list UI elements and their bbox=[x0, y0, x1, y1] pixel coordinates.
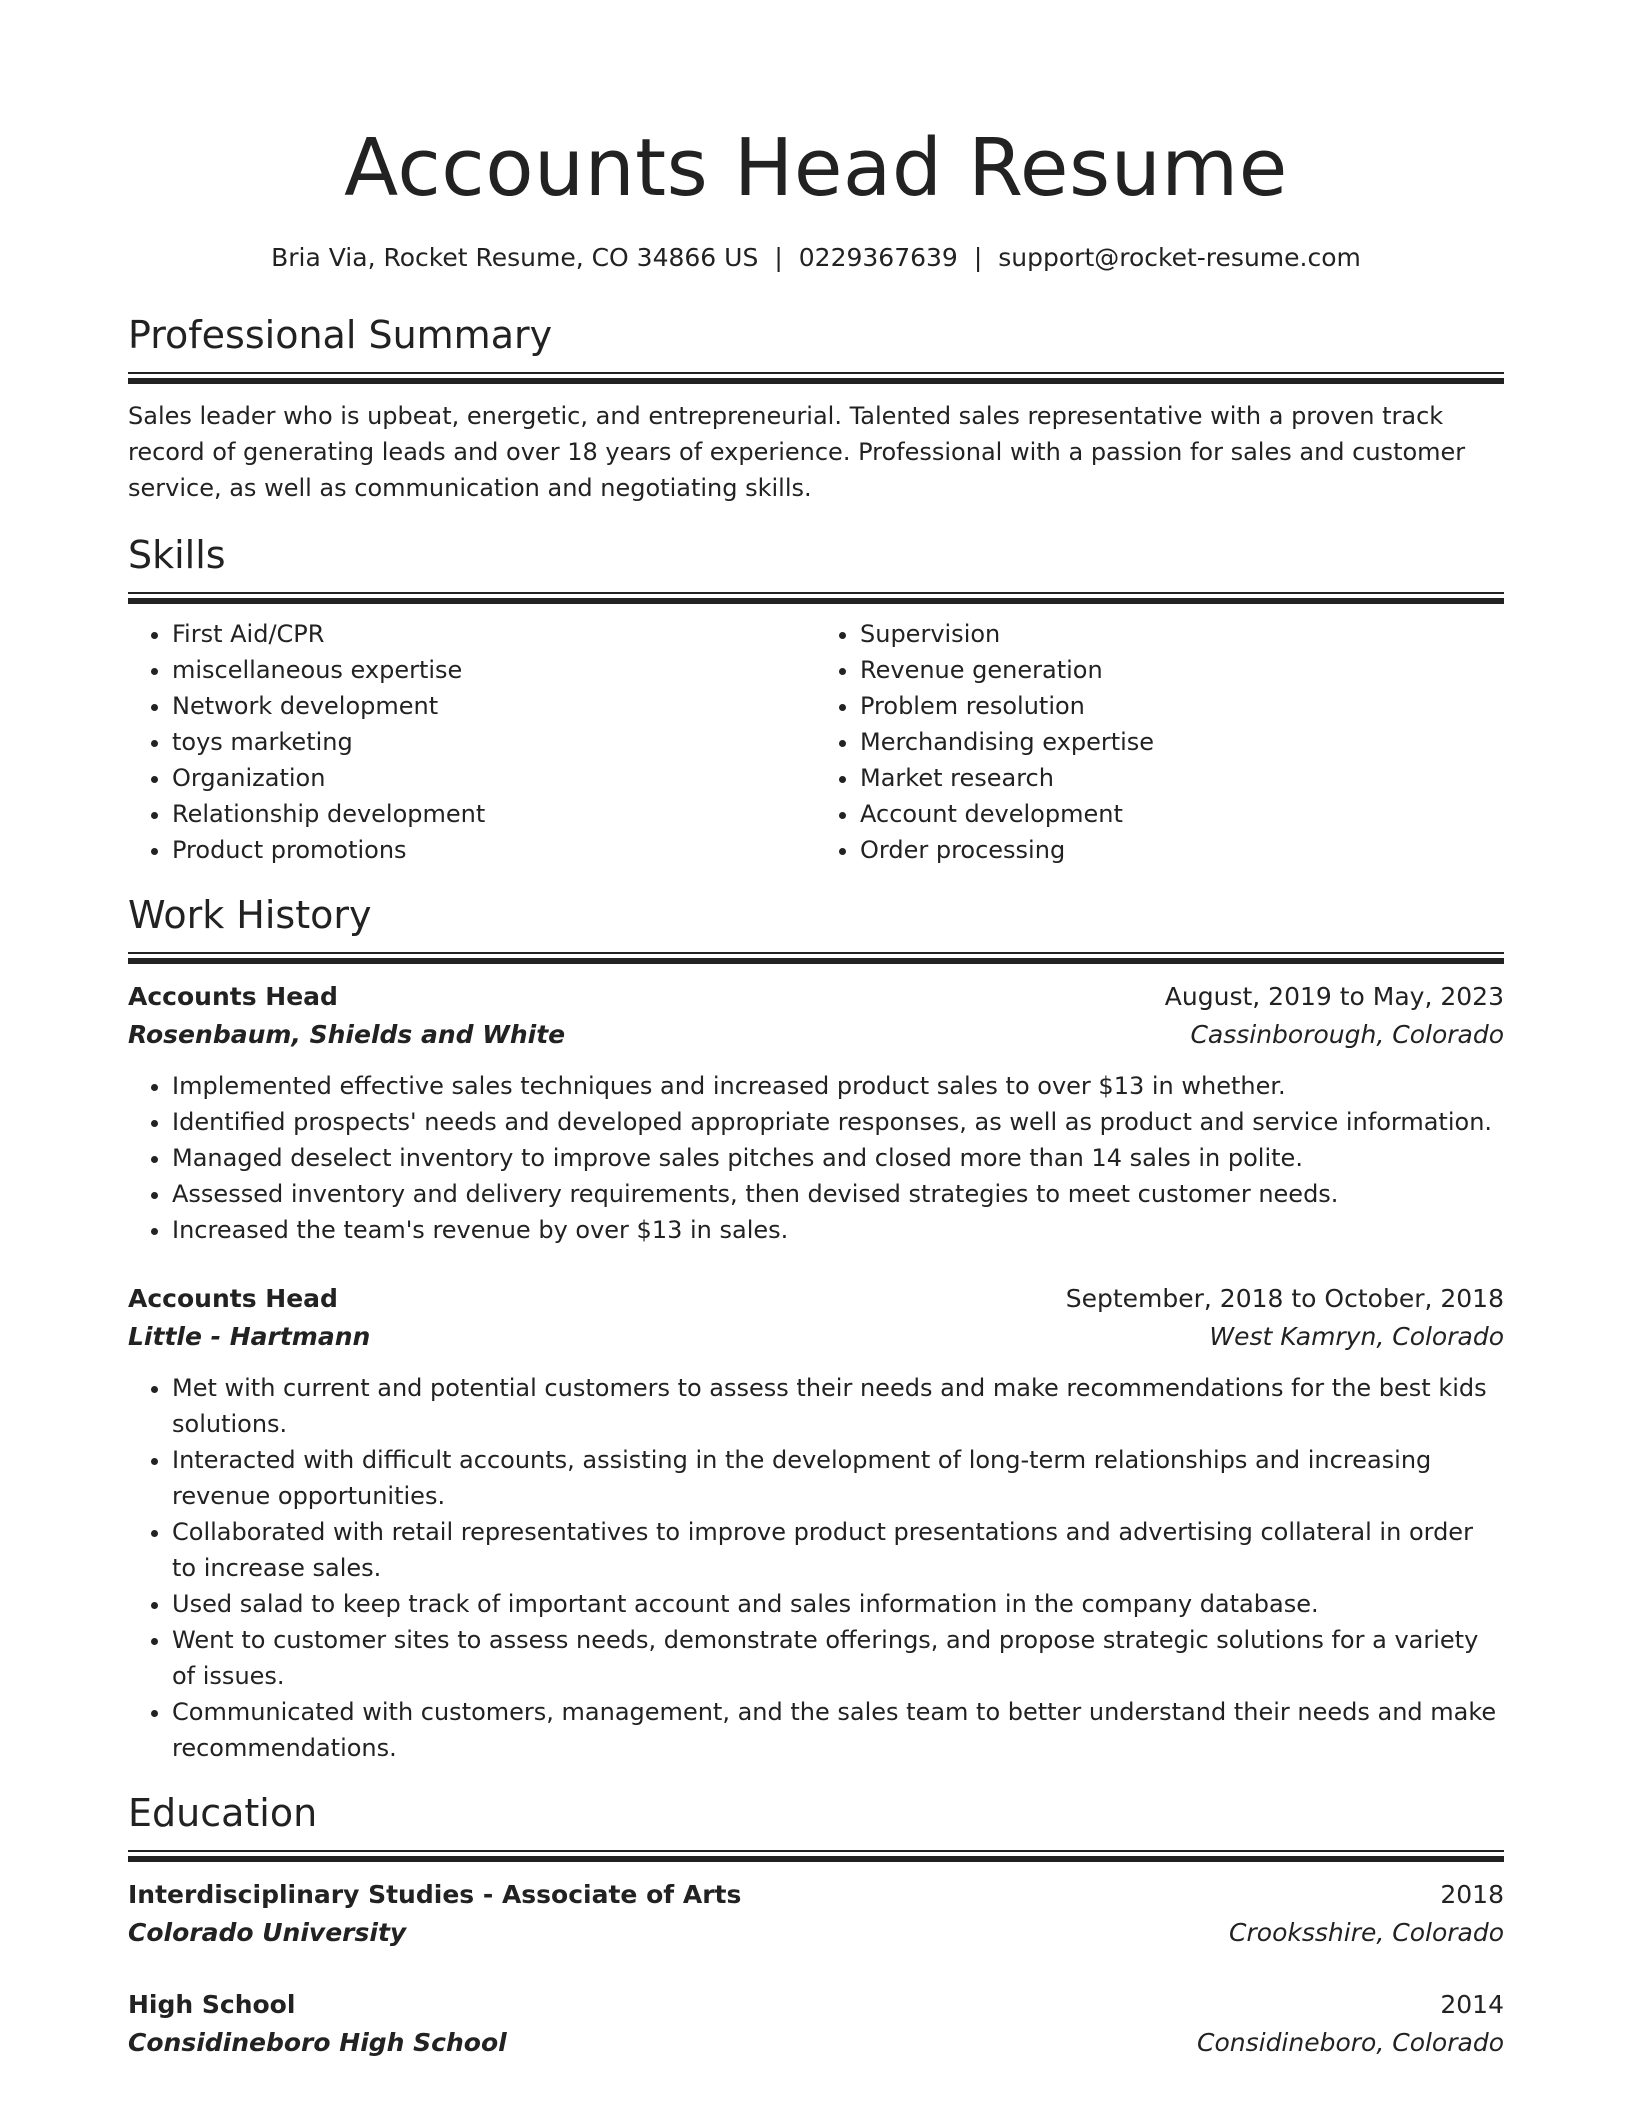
section-divider bbox=[128, 1850, 1504, 1862]
skill-item: • Account development bbox=[860, 796, 1504, 832]
resume-title: Accounts Head Resume bbox=[344, 122, 1288, 214]
skill-item: • Revenue generation bbox=[860, 652, 1504, 688]
job-bullet: • Increased the team's revenue by over $13 in sales. bbox=[172, 1212, 1504, 1248]
education-degree: Interdisciplinary Studies - Associate of Arts bbox=[128, 1880, 742, 1909]
education-year: 2018 bbox=[1440, 1880, 1504, 1909]
contact-email[interactable]: support@rocket-resume.com bbox=[998, 243, 1361, 272]
job-title: Accounts Head bbox=[128, 1284, 338, 1313]
summary-text: Sales leader who is upbeat, energetic, and entrepreneurial. Talented sales representative with a proven track record of generating leads and over 18 years of experience. Professional with a passion for sales and customer service, as well as communication and negotiating skills. bbox=[128, 402, 1466, 502]
education-subheader bbox=[128, 1914, 1504, 1952]
skills-list-right bbox=[816, 616, 1504, 868]
job-location: Cassinborough, Colorado bbox=[1190, 1020, 1504, 1049]
contact-address: Bria Via, Rocket Resume, CO 34866 US bbox=[271, 243, 759, 272]
skill-item: • First Aid/CPR bbox=[172, 616, 816, 652]
contact-separator: | bbox=[973, 243, 983, 272]
job-bullet: • Communicated with customers, management, and the sales team to better understand their needs and make recommendations. bbox=[172, 1694, 1504, 1766]
skill-item: • Merchandising expertise bbox=[860, 724, 1504, 760]
skill-item: • Problem resolution bbox=[860, 688, 1504, 724]
summary-section bbox=[128, 310, 1504, 506]
skills-section bbox=[128, 530, 1504, 868]
skills-list-left bbox=[128, 616, 816, 868]
job-header bbox=[128, 978, 1504, 1016]
job-bullet: • Implemented effective sales techniques and increased product sales to over $13 in whether. bbox=[172, 1068, 1504, 1104]
job-entry bbox=[128, 978, 1504, 1248]
job-bullet: • Interacted with difficult accounts, assisting in the development of long-term relationships and increasing revenue opportunities. bbox=[172, 1442, 1504, 1514]
job-subheader bbox=[128, 1016, 1504, 1054]
job-bullet: • Managed deselect inventory to improve sales pitches and closed more than 14 sales in polite. bbox=[172, 1140, 1504, 1176]
skill-item: • Supervision bbox=[860, 616, 1504, 652]
education-entry bbox=[128, 1986, 1504, 2062]
contact-line bbox=[128, 240, 1504, 276]
job-bullet: • Went to customer sites to assess needs, demonstrate offerings, and propose strategic solutions for a variety of issues. bbox=[172, 1622, 1504, 1694]
job-header bbox=[128, 1280, 1504, 1318]
job-title: Accounts Head bbox=[128, 982, 338, 1011]
contact-separator: | bbox=[774, 243, 783, 272]
education-header bbox=[128, 1876, 1504, 1914]
education-school: Colorado University bbox=[128, 1918, 407, 1947]
job-bullet: • Used salad to keep track of important account and sales information in the company database. bbox=[172, 1586, 1504, 1622]
skill-item: • Order processing bbox=[860, 832, 1504, 868]
summary-heading: Professional Summary bbox=[128, 313, 553, 357]
job-bullet: • Assessed inventory and delivery requirements, then devised strategies to meet customer needs. bbox=[172, 1176, 1504, 1212]
education-section bbox=[128, 1788, 1504, 2062]
job-subheader bbox=[128, 1318, 1504, 1356]
skill-item: • Market research bbox=[860, 760, 1504, 796]
job-bullet: • Identified prospects' needs and developed appropriate responses, as well as product and service information. bbox=[172, 1104, 1504, 1140]
job-entry bbox=[128, 1280, 1504, 1766]
education-location: Crooksshire, Colorado bbox=[1229, 1918, 1504, 1947]
job-employer: Rosenbaum, Shields and White bbox=[128, 1020, 566, 1049]
job-location: West Kamryn, Colorado bbox=[1209, 1322, 1504, 1351]
education-header bbox=[128, 1986, 1504, 2024]
job-dates: August, 2019 to May, 2023 bbox=[1164, 982, 1504, 1011]
education-degree: High School bbox=[128, 1990, 296, 2019]
section-divider bbox=[128, 372, 1504, 384]
contact-phone: 0229367639 bbox=[798, 243, 958, 272]
skill-item: • Product promotions bbox=[172, 832, 816, 868]
education-location: Considineboro, Colorado bbox=[1197, 2028, 1504, 2057]
job-bullets bbox=[128, 1068, 1504, 1248]
skills-heading: Skills bbox=[128, 533, 226, 577]
education-subheader bbox=[128, 2024, 1504, 2062]
skill-item: • Network development bbox=[172, 688, 816, 724]
job-bullet: • Met with current and potential customers to assess their needs and make recommendations for the best kids solutions. bbox=[172, 1370, 1504, 1442]
job-bullets bbox=[128, 1370, 1504, 1766]
education-year: 2014 bbox=[1440, 1990, 1504, 2019]
skill-item: • Organization bbox=[172, 760, 816, 796]
education-heading: Education bbox=[128, 1791, 318, 1835]
section-divider bbox=[128, 952, 1504, 964]
work-heading: Work History bbox=[128, 893, 372, 937]
section-divider bbox=[128, 592, 1504, 604]
skills-columns bbox=[128, 616, 1504, 868]
job-bullet: • Collaborated with retail representatives to improve product presentations and advertising collateral in order to increase sales. bbox=[172, 1514, 1504, 1586]
education-school: Considineboro High School bbox=[128, 2028, 507, 2057]
education-entry bbox=[128, 1876, 1504, 1952]
job-employer: Little - Hartmann bbox=[128, 1322, 371, 1351]
work-section bbox=[128, 890, 1504, 1766]
skill-item: • Relationship development bbox=[172, 796, 816, 832]
job-dates: September, 2018 to October, 2018 bbox=[1065, 1284, 1504, 1313]
skill-item: • miscellaneous expertise bbox=[172, 652, 816, 688]
skill-item: • toys marketing bbox=[172, 724, 816, 760]
